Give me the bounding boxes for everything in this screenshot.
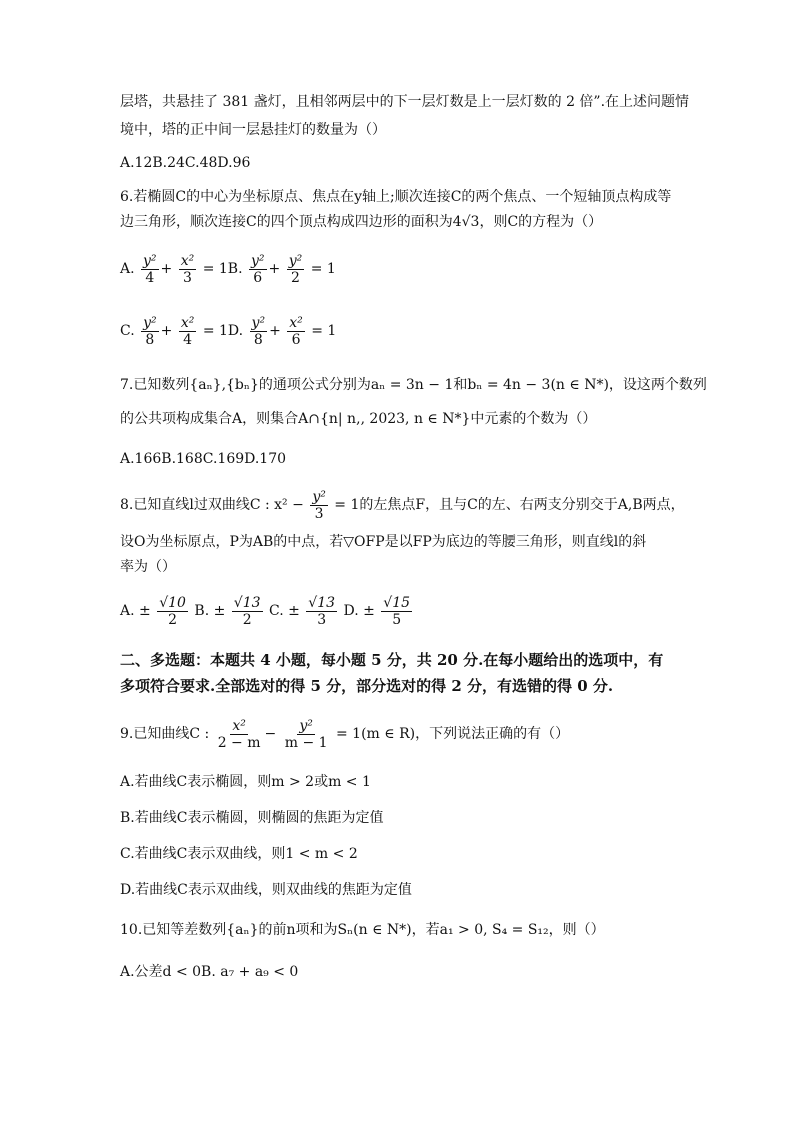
- q10-options: A.公差d < 0B. a₇ + a₉ < 0: [120, 964, 299, 980]
- q8-text: 率为（）: [120, 559, 176, 575]
- text-line: 境中，塔的正中间一层悬挂灯的数量为（）: [120, 122, 386, 138]
- q9-text: 9.已知曲线C : $\frac{\text{x²}}{2 - m}$ − $\frac{\text{y²}}{m - 1}$ = 1(m ∈ R)，下列说法正确的有（）: [120, 717, 570, 751]
- q9-option-c: C.若曲线C表示双曲线，则1 < m < 2: [120, 846, 358, 862]
- q7-text: 的公共项构成集合A，则集合A∩{n| n‚‚ 2023, n ∈ N*}中元素的个数为（）: [120, 411, 597, 427]
- fraction: $\frac{\text{y²}}{m - 1}$: [284, 717, 328, 751]
- section-heading: 多项符合要求.全部选对的得 5 分，部分选对的得 2 分，有选错的得 0 分.: [120, 677, 614, 695]
- fraction: $\frac{\text{y²}}{8}$: [143, 314, 157, 348]
- fraction: $\frac{\text{y²}}{8}$: [251, 314, 266, 348]
- q9-option-b: B.若曲线C表示椭圆，则椭圆的焦距为定值: [120, 810, 384, 826]
- q8-text: 设O为坐标原点，P为AB的中点，若▽OFP是以FP为底边的等腰三角形，则直线l的斜: [120, 534, 647, 550]
- fraction: $\frac{√15}{5}$: [383, 594, 411, 628]
- fraction: $\frac{\text{x²}}{6}$: [289, 314, 303, 348]
- section-heading: 二、多选题：本题共 4 小题，每小题 5 分，共 20 分.在每小题给出的选项中，有: [120, 651, 664, 669]
- q8-text: 8.已知直线l过双曲线C : x² − $\frac{\text{y²}}{3}$ = 1的左焦点F，且与C的左、右两支分别交于A,B两点，: [120, 488, 685, 522]
- fraction: $\frac{\text{y²}}{3}$: [312, 488, 326, 522]
- q10-text: 10.已知等差数列{aₙ}的前n项和为Sₙ(n ∈ N*)，若a₁ > 0, S₄ = S₁₂，则（）: [120, 922, 605, 938]
- fraction: $\frac{√13}{2}$: [233, 594, 261, 628]
- fraction: $\frac{\text{x²}}{3}$: [180, 252, 195, 286]
- fraction: $\frac{\text{x²}}{4}$: [180, 314, 195, 348]
- q7-options: A.166B.168C.169D.170: [120, 451, 287, 467]
- text-line: 层塔，共悬挂了 381 盏灯，且相邻两层中的下一层灯数是上一层灯数的 2 倍”.在上述问题情: [120, 94, 690, 110]
- fraction: $\frac{\text{y²}}{6}$: [251, 252, 265, 286]
- q7-text: 7.已知数列{aₙ},{bₙ}的通项公式分别为aₙ = 3n − 1和bₙ = 4n − 3(n ∈ N*)，设这两个数列: [120, 377, 707, 393]
- fraction: $\frac{√13}{3}$: [308, 594, 336, 628]
- fraction: $\frac{\text{y²}}{2}$: [288, 252, 303, 286]
- q5-options: A.12B.24C.48D.96: [120, 155, 251, 171]
- q6-text: 6.若椭圆C的中心为坐标原点、焦点在y轴上;顺次连接C的两个焦点、一个短轴顶点构成等: [120, 189, 672, 205]
- fraction: $\frac{\text{x²}}{2 - m}$: [217, 717, 261, 751]
- q9-option-a: A.若曲线C表示椭圆，则m > 2或m < 1: [120, 774, 371, 790]
- fraction: $\frac{√10}{2}$: [159, 594, 186, 628]
- fraction: $\frac{\text{y²}}{4}$: [143, 252, 157, 286]
- q6-text: 边三角形，顺次连接C的四个顶点构成四边形的面积为4√3，则C的方程为（）: [120, 214, 603, 230]
- q6-options-cd: C. $\frac{\text{y²}}{8}$ + $\frac{\text{x²}}{4}$ = 1D. $\frac{\text{y²}}{8}$ + $\frac{\text{x²}}{6}$ = 1: [120, 314, 337, 348]
- q9-option-d: D.若曲线C表示双曲线，则双曲线的焦距为定值: [120, 882, 412, 898]
- q6-options-ab: A. $\frac{\text{y²}}{4}$ + $\frac{\text{x²}}{3}$ = 1B. $\frac{\text{y²}}{6}$ + $\frac{\text{y²}}{2}$ = 1: [120, 252, 336, 286]
- q8-options: A. ± $\frac{√10}{2}$ B. ± $\frac{√13}{2}$ C. ± $\frac{√13}{3}$ D. ± $\frac{√15}{5}$: [120, 594, 411, 628]
